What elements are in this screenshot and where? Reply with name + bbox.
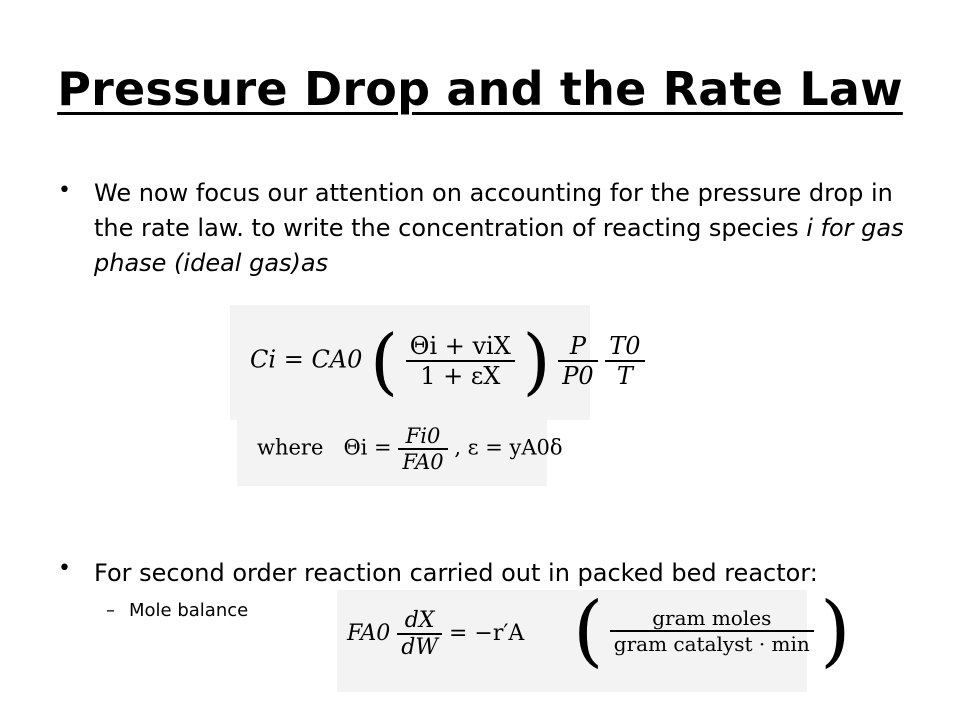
- eq1-equals: =: [283, 345, 304, 374]
- eq2-fraction: [398, 424, 447, 474]
- eq1-t-num: T0: [605, 332, 644, 362]
- bullet-text-2: For second order reaction carried out in packed bed reactor:: [94, 559, 818, 587]
- bullet-1-italic: i for gas phase (ideal gas)as: [94, 214, 904, 277]
- bullet-text-1: [94, 176, 924, 281]
- slide-title: Pressure Drop and the Rate Law: [57, 62, 903, 116]
- eq1-p-den: P0: [562, 362, 594, 390]
- sub-bullet-label: Mole balance: [129, 600, 249, 621]
- eq1-t-den: T: [616, 362, 633, 390]
- eq1-ca0: CA0: [311, 345, 363, 374]
- bullet-marker: •: [58, 178, 71, 203]
- eq2-where: where: [257, 435, 324, 460]
- mole-balance-equation: [337, 586, 851, 692]
- eq3-units: [610, 606, 814, 656]
- sub-bullet-mole-balance: [106, 600, 248, 621]
- eq1-lhs: Ci: [250, 345, 277, 374]
- eq3-rhs: = −r′A: [448, 621, 525, 646]
- eq1-pressure-fraction: [558, 332, 597, 390]
- dash-marker: –: [106, 600, 115, 621]
- eq1-main-fraction: [406, 332, 515, 390]
- eq2-theta: Θi =: [343, 435, 392, 460]
- eq2-den: FA0: [402, 450, 444, 474]
- eq1-den: 1 + εX: [420, 362, 501, 390]
- bullet-1-plain: We now focus our attention on accounting for the pressure drop in the rate law. to write the concentration of reacting species: [94, 179, 893, 242]
- left-paren-icon: (: [370, 319, 399, 403]
- eq2-rest: , ε = yA0δ: [454, 435, 563, 460]
- eq2-num: Fi0: [398, 424, 447, 450]
- eq1-temperature-fraction: [605, 332, 644, 390]
- eq1-p-num: P: [558, 332, 597, 362]
- eq3-derivative: [397, 608, 442, 660]
- where-definitions: [237, 418, 563, 486]
- eq3-unit-den: gram catalyst · min: [613, 632, 810, 656]
- eq3-unit-num: gram moles: [610, 606, 814, 632]
- eq1-num: Θi + viX: [406, 332, 515, 362]
- unit-right-paren-icon: ): [820, 586, 851, 676]
- unit-left-paren-icon: (: [573, 586, 604, 676]
- eq3-den: dW: [401, 635, 438, 660]
- eq3-num: dX: [397, 608, 442, 635]
- right-paren-icon: ): [522, 319, 551, 403]
- eq3-lhs: FA0: [347, 621, 391, 646]
- concentration-equation: [230, 305, 641, 420]
- bullet-marker: •: [58, 556, 71, 581]
